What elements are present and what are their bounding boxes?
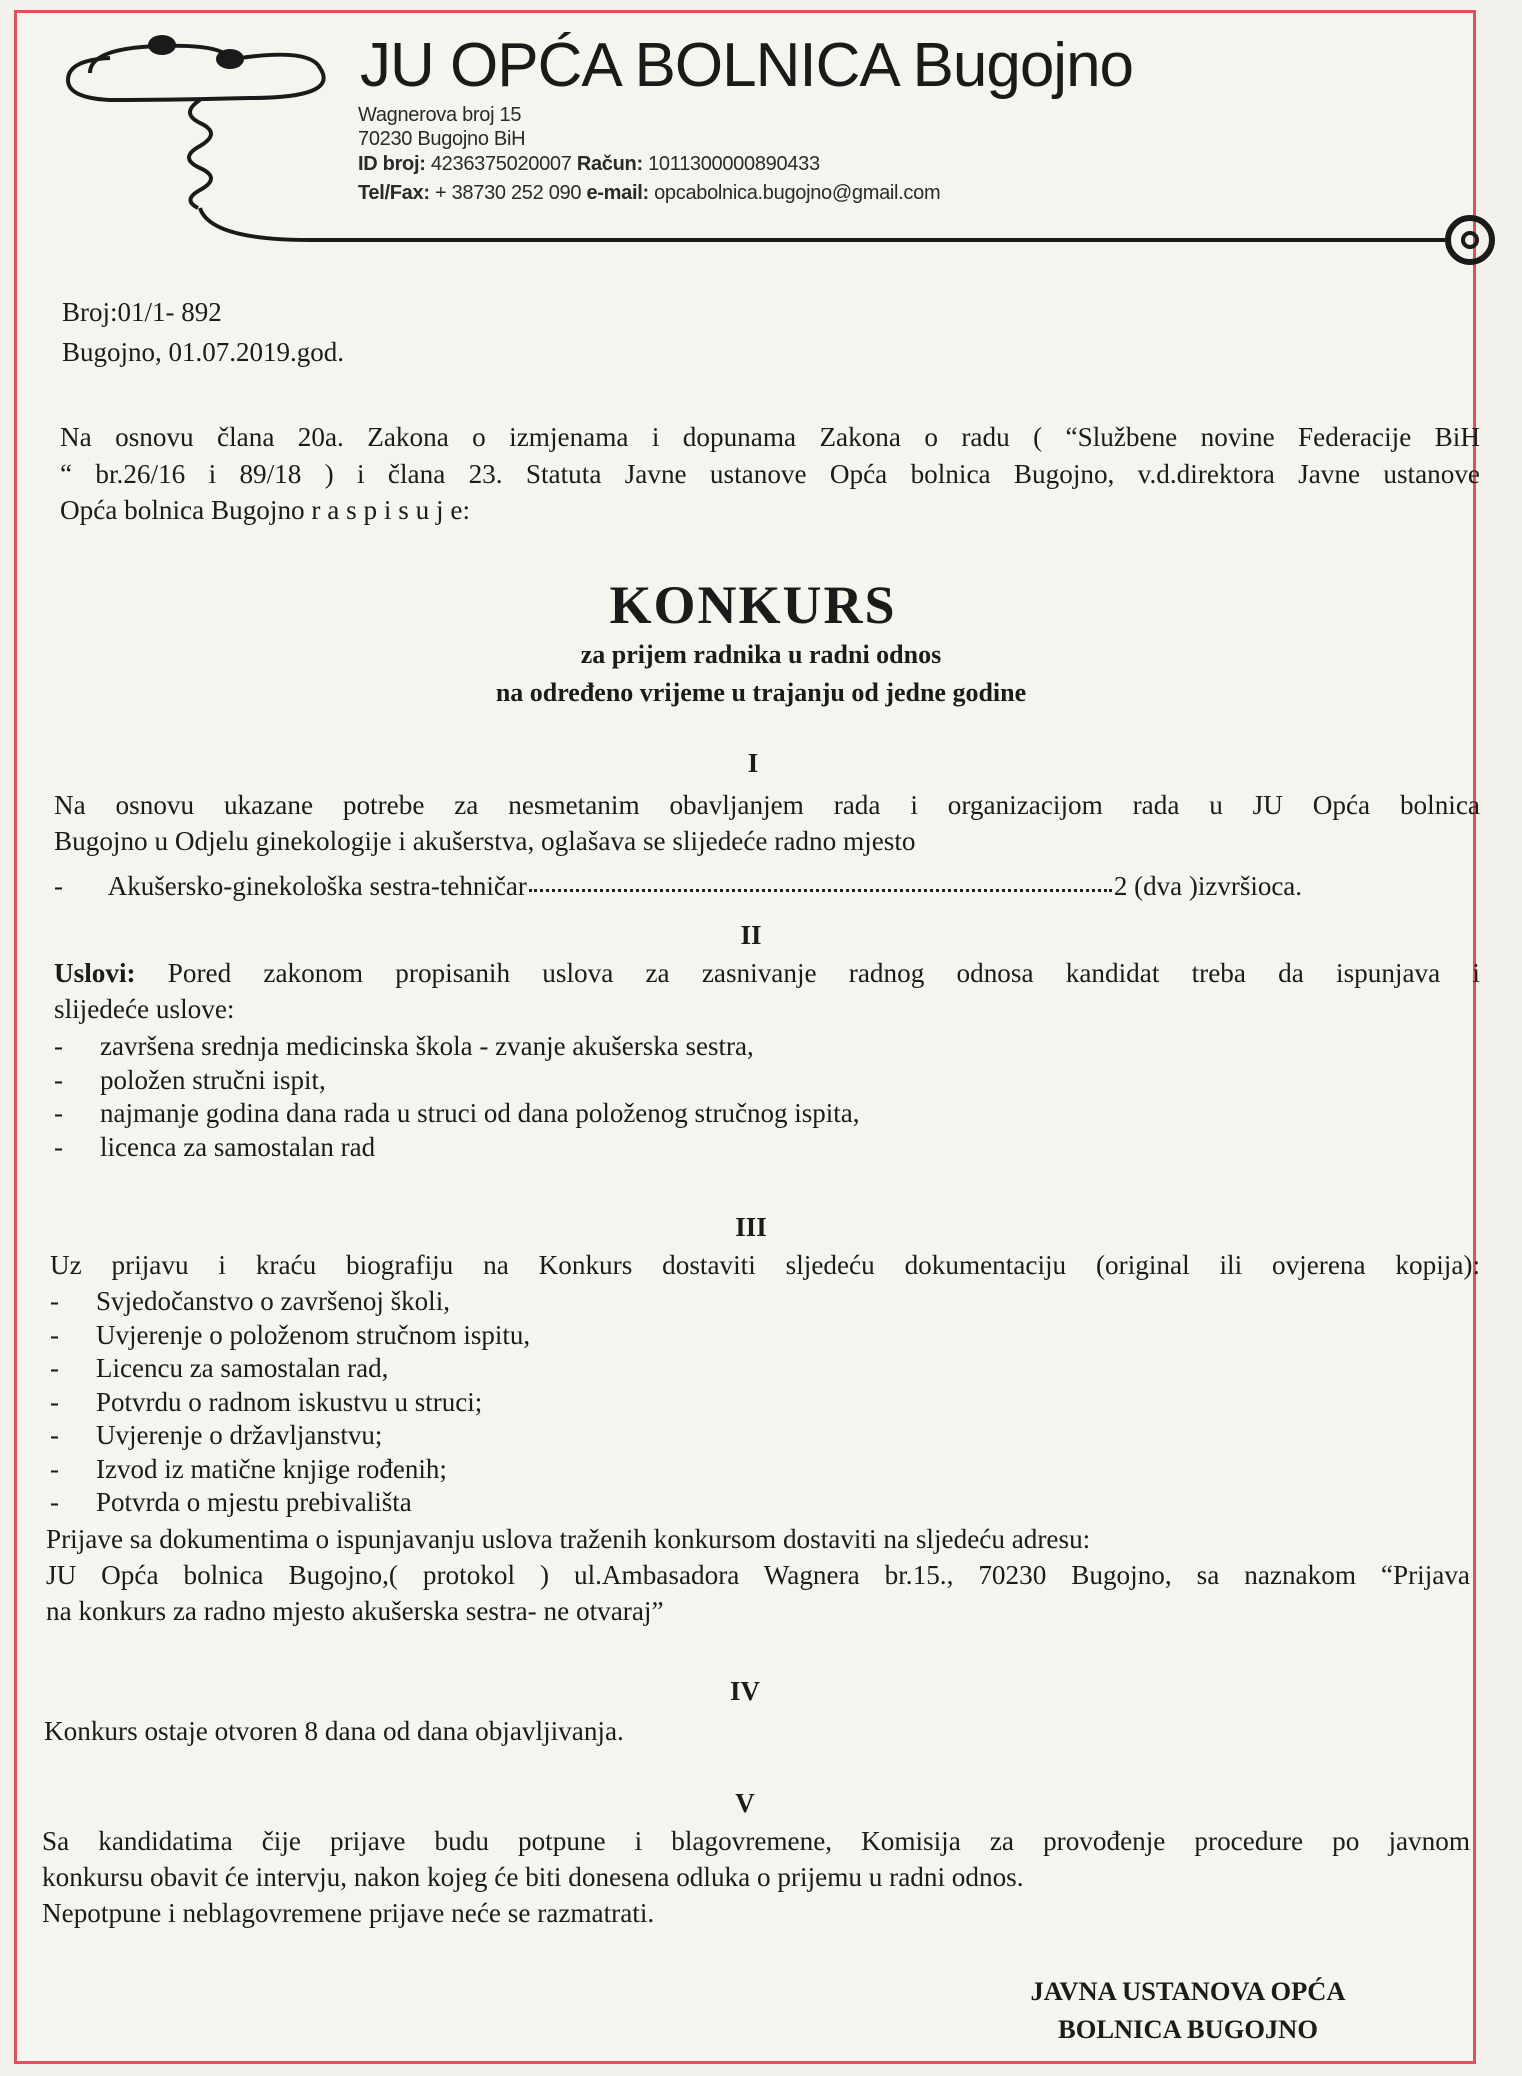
section-5-line-2: konkursu obavit će intervju, nakon kojeg će biti donesena odluka o prijemu u radni odnos. (42, 1862, 1024, 1892)
section-1-numeral: I (747, 748, 759, 778)
list-item: - Potvrdu o radnom iskustvu u struci; (50, 1386, 530, 1420)
section-4-numeral: IV (729, 1676, 760, 1706)
intro-line-2: “ br.26/16 i 89/18 ) i člana 23. Statuta Javne ustanove Opća bolnica Bugojno, v.d.direktora Javne ustanove (60, 459, 1480, 489)
position-count: 2 (dva )izvršioca. (1113, 871, 1303, 901)
list-item: - položen stručni ispit, (54, 1064, 860, 1098)
list-item: - Licencu za samostalan rad, (50, 1352, 530, 1386)
signature-line-1: JAVNA USTANOVA OPĆA (1030, 1976, 1346, 2006)
documents-list (50, 1285, 530, 1520)
list-item: - najmanje godina dana rada u struci od dana položenog stručnog ispita, (54, 1097, 860, 1131)
section-5-numeral: V (735, 1788, 755, 1818)
section-2-line-1 (54, 956, 1480, 990)
intro-line-1: Na osnovu člana 20a. Zakona o izmjenama i dopunama Zakona o radu ( “Službene novine Federacije BiH (60, 422, 1480, 452)
section-5-line-3: Nepotpune i neblagovremene prijave neće se razmatrati. (42, 1898, 655, 1928)
document-number: Broj:01/1- 892 (62, 297, 222, 327)
id-account-line (358, 153, 820, 176)
section-3-after-2: JU Opća bolnica Bugojno,( protokol ) ul.Ambasadora Wagnera br.15., 70230 Bugojno, sa naznakom “Prijava (46, 1560, 1470, 1590)
address-line-1: Wagnerova broj 15 (358, 104, 522, 126)
intro-line-3: Opća bolnica Bugojno r a s p i s u j e: (60, 495, 471, 525)
list-item: - Izvod iz matične knjige rođenih; (50, 1453, 530, 1487)
email-value: opcabolnica.bugojno@gmail.com (654, 182, 941, 204)
section-3-after-1: Prijave sa dokumentima o ispunjavanju uslova traženih konkursom dostaviti na sljedeću adresu: (46, 1524, 1091, 1554)
section-5-line-1: Sa kandidatima čije prijave budu potpune i blagovremene, Komisija za provođenje procedure po javnom (42, 1826, 1470, 1856)
konkurs-title: KONKURS (609, 575, 897, 635)
section-2-numeral: II (740, 920, 762, 950)
conditions-list (54, 1030, 860, 1164)
hospital-name: JU OPĆA BOLNICA Bugojno (360, 31, 1134, 100)
place-date: Bugojno, 01.07.2019.god. (62, 337, 345, 367)
section-1-line-2: Bugojno u Odjelu ginekologije i akušerstva, oglašava se slijedeće radno mjesto (54, 826, 916, 856)
address-line-2: 70230 Bugojno BiH (358, 128, 526, 150)
list-item: - Uvjerenje o položenom stručnom ispitu, (50, 1319, 530, 1353)
list-item: - Uvjerenje o državljanstvu; (50, 1419, 530, 1453)
section-3-intro: Uz prijavu i kraću biografiju na Konkurs dostaviti sljedeću dokumentaciju (original ili ovjerena kopija): (50, 1250, 1480, 1280)
conditions-text: Pored zakonom propisanih uslova za zasnivanje radnog odnosa kandidat treba da ispunjava i (135, 958, 1480, 988)
position-name: Akušersko-ginekološka sestra-tehničar (107, 871, 527, 901)
konkurs-subtitle-1: za prijem radnika u radni odnos (580, 640, 942, 669)
conditions-label: Uslovi: (54, 958, 136, 988)
tel-value: + 38730 252 090 (434, 182, 582, 204)
list-item: - licenca za samostalan rad (54, 1131, 860, 1165)
position-line (54, 870, 1302, 903)
section-4-text: Konkurs ostaje otvoren 8 dana od dana objavljivanja. (44, 1716, 624, 1746)
section-1-line-1: Na osnovu ukazane potrebe za nesmetanim obavljanjem rada i organizacijom rada u JU Opća bolnica (54, 790, 1480, 820)
tel-label: Tel/Fax: (358, 182, 430, 204)
section-3-after-3: na konkurs za radno mjesto akušerska sestra- ne otvaraj” (46, 1596, 664, 1626)
dotted-leader (529, 889, 1112, 892)
list-item: - Potvrda o mjestu prebivališta (50, 1486, 530, 1520)
konkurs-subtitle-2: na određeno vrijeme u trajanju od jedne godine (495, 678, 1027, 707)
signature-line-2: BOLNICA BUGOJNO (1058, 2014, 1318, 2044)
list-item: - završena srednja medicinska škola - zvanje akušerska sestra, (54, 1030, 860, 1064)
section-2-line-2: slijedeće uslove: (54, 994, 235, 1024)
account-value: 1011300000890433 (648, 153, 820, 175)
id-value: 4236375020007 (430, 153, 572, 175)
list-item: - Svjedočanstvo o završenoj školi, (50, 1285, 530, 1319)
position-dash: - (54, 871, 63, 901)
id-label: ID broj: (358, 153, 426, 175)
contact-line (358, 182, 940, 205)
email-label: e-mail: (586, 182, 649, 204)
account-label: Račun: (576, 153, 643, 175)
section-3-numeral: III (735, 1212, 767, 1242)
